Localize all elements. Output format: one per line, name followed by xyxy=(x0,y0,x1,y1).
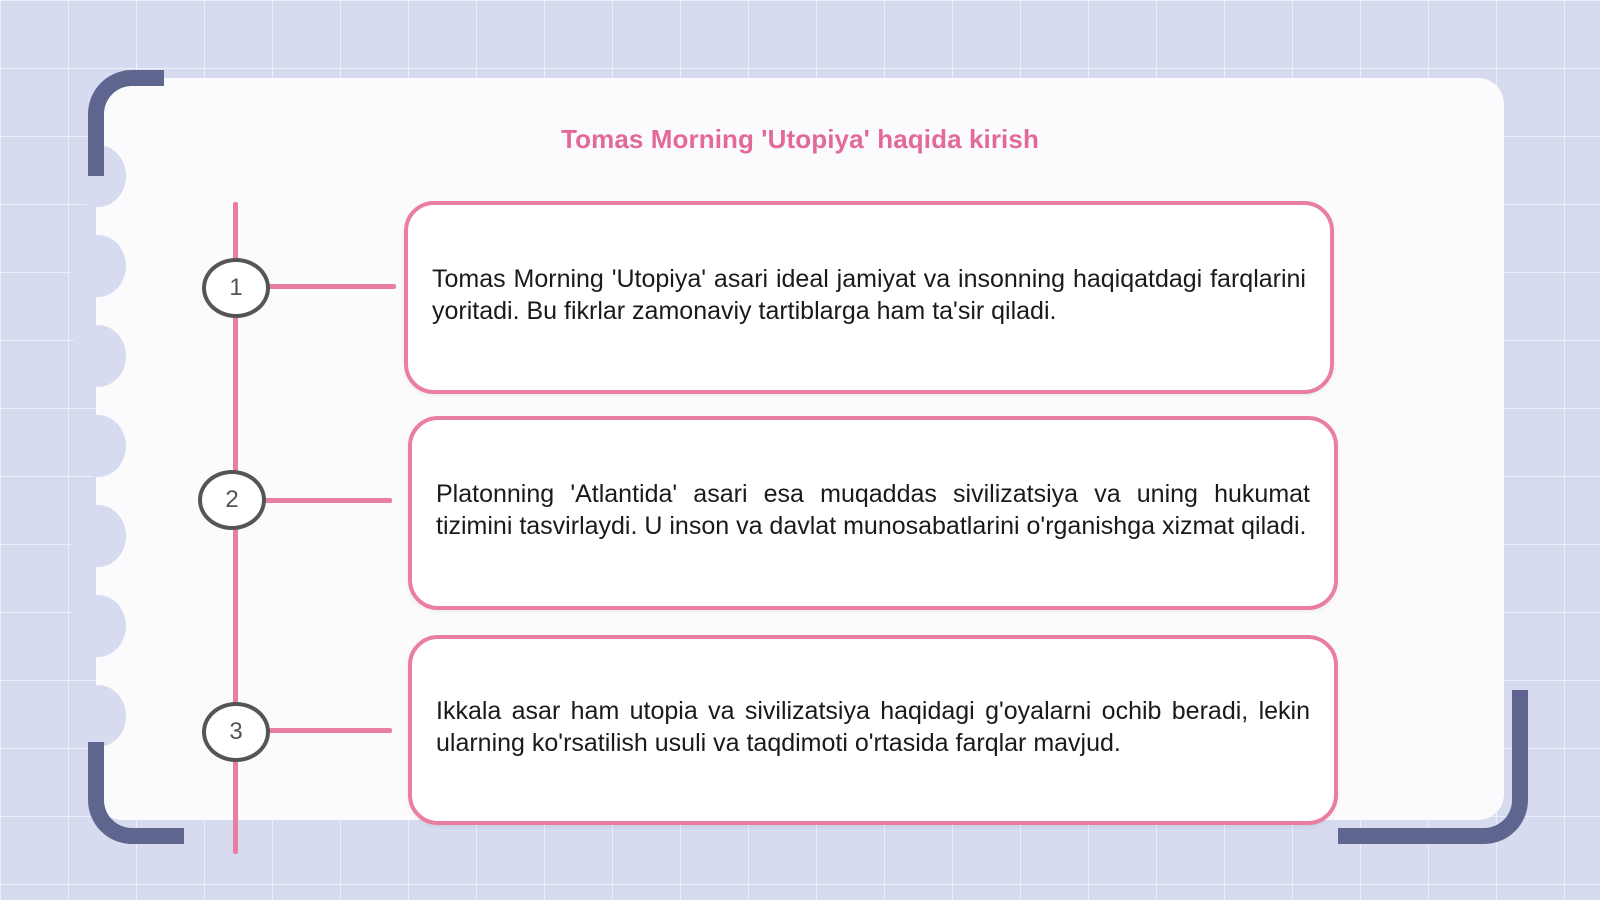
timeline-connector xyxy=(264,498,392,503)
timeline-connector xyxy=(266,728,392,733)
scallop-decoration xyxy=(70,595,126,657)
timeline-connector xyxy=(266,284,396,289)
timeline-card-3 xyxy=(408,635,1338,825)
corner-bracket-top-left xyxy=(88,70,164,176)
scallop-decoration xyxy=(70,415,126,477)
corner-bracket-bottom-right xyxy=(1338,690,1528,844)
scallop-decoration xyxy=(70,505,126,567)
corner-bracket-bottom-left xyxy=(88,742,184,844)
timeline-card-text: Tomas Morning 'Utopiya' asari ideal jamiyat va insonning haqiqatdagi farqlarini yoritadi. Bu fikrlar zamonaviy tartiblarga ham ta'sir qiladi. xyxy=(432,264,1306,325)
timeline-card-2 xyxy=(408,416,1338,610)
scallop-decoration xyxy=(70,685,126,747)
timeline-card-1 xyxy=(404,201,1334,394)
timeline-number-1: 1 xyxy=(202,258,270,318)
timeline-card-text: Platonning 'Atlantida' asari esa muqaddas sivilizatsiya va uning hukumat tizimini tasvirlaydi. U inson va davlat munosabatlarini o'rganishga xizmat qiladi. xyxy=(436,480,1310,540)
scallop-decoration xyxy=(70,325,126,387)
scallop-decoration xyxy=(70,235,126,297)
timeline-number-2: 2 xyxy=(198,470,266,530)
slide-title: Tomas Morning 'Utopiya' haqida kirish xyxy=(561,124,1039,154)
timeline-card-text: Ikkala asar ham utopia va sivilizatsiya haqidagi g'oyalarni ochib beradi, lekin ularning ko'rsatilish usuli va taqdimoti o'rtasida farqlar mavjud. xyxy=(436,697,1310,757)
timeline-number-3: 3 xyxy=(202,702,270,762)
